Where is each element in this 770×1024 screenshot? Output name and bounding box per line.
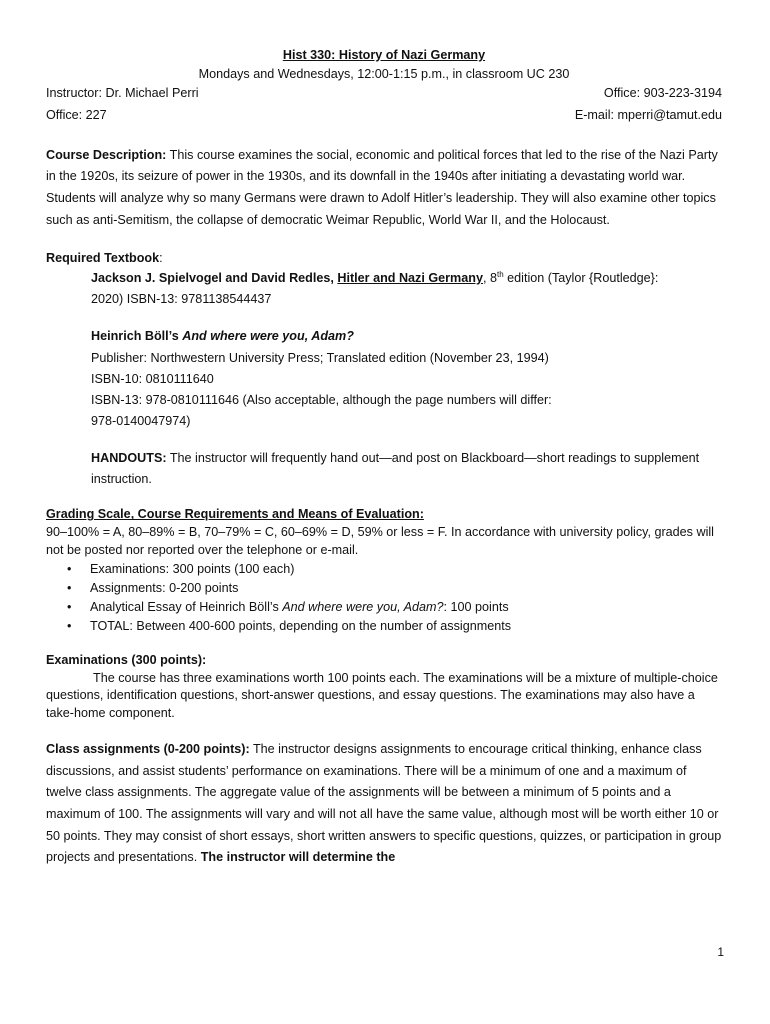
list-item: • Assignments: 0-200 points bbox=[90, 579, 722, 598]
textbook-heading: Required Textbook: bbox=[46, 251, 163, 266]
textbook-2-isbn13: ISBN-13: 978-0810111646 (Also acceptable, although the page numbers will differ: bbox=[91, 392, 552, 407]
list-item: • TOTAL: Between 400-600 points, depending on the number of assignments bbox=[90, 617, 722, 636]
office-room: Office: 227 bbox=[46, 107, 107, 122]
examinations-text: The course has three examinations worth 100 points each. The examinations will be a mixture of multiple-choice questions, identification questions, short-answer questions, and essay questions. The examinations may also have a take-home component. bbox=[46, 670, 718, 721]
page-number: 1 bbox=[717, 945, 724, 959]
textbook-1-authors: Jackson J. Spielvogel and David Redles, bbox=[91, 271, 334, 286]
assignments-text: The instructor designs assignments to encourage critical thinking, enhance class discussions, and assist students’ performance on examinations. There will be a minimum of one and a maximum of twelve class assignments. The aggregate value of the assignments will be between a minimum of 5 points and a maximum of 100. The assignments will vary and will not all have the same value, although most will be worth either 10 or 50 points. They may consist of short essays, short written answers to specific questions, quizzes, or participation in group projects and presentations. bbox=[46, 742, 722, 865]
textbook-2-isbn10: ISBN-10: 0810111640 bbox=[91, 371, 214, 386]
course-description bbox=[46, 145, 722, 232]
examinations-section bbox=[46, 652, 722, 724]
assignments-section bbox=[46, 739, 722, 869]
list-item: • Examinations: 300 points (100 each) bbox=[90, 560, 722, 579]
instructor-row bbox=[46, 84, 722, 103]
assignments-bold-tail: The instructor will determine the bbox=[200, 850, 396, 865]
course-title: Hist 330: History of Nazi Germany bbox=[282, 48, 486, 62]
textbook-1: Jackson J. Spielvogel and David Redles, Hitler and Nazi Germany, 8th edition (Taylor {Routledge}: 2020) ISBN-13: 9781138544437 bbox=[91, 268, 722, 310]
bullet-icon: • bbox=[67, 618, 72, 633]
list-item: • Analytical Essay of Heinrich Böll’s And where were you, Adam?: 100 points bbox=[90, 598, 722, 617]
course-description-text: This course examines the social, economic and political forces that led to the rise of the Nazi Party in the 1920s, its seizure of power in the 1930s, and its downfall in the 1940s after initiating a devastating world war. Students will analyze why so many Germans were drawn to Adolf Hitler’s leadership. They will also examine other topics such as anti-Semitism, the collapse of democratic Weimar Republic, World War II, and the Holocaust. bbox=[46, 147, 718, 227]
instructor-name: Instructor: Dr. Michael Perri bbox=[46, 85, 199, 100]
textbook-1-isbn: 2020) ISBN-13: 9781138544437 bbox=[91, 292, 272, 307]
textbook-2-publisher: Publisher: Northwestern University Press; Translated edition (November 23, 1994) bbox=[91, 350, 549, 365]
assignments-heading: Class assignments (0-200 points): bbox=[46, 742, 250, 757]
textbook-2 bbox=[91, 326, 722, 432]
grading-section bbox=[46, 506, 722, 635]
bullet-icon: • bbox=[67, 562, 72, 577]
grading-heading: Grading Scale, Course Requirements and Means of Evaluation: bbox=[46, 507, 424, 522]
office-row bbox=[46, 106, 722, 125]
handouts-label: HANDOUTS: bbox=[91, 451, 167, 466]
bullet-icon: • bbox=[67, 599, 72, 614]
course-schedule: Mondays and Wednesdays, 12:00-1:15 p.m., in classroom UC 230 bbox=[198, 66, 570, 81]
grading-scale: 90–100% = A, 80–89% = B, 70–79% = C, 60–69% = D, 59% or less = F. In accordance with university policy, grades will not be posted nor reported over the telephone or e-mail. bbox=[46, 525, 714, 558]
examinations-heading: Examinations (300 points): bbox=[46, 652, 207, 667]
handouts-text: The instructor will frequently hand out—and post on Blackboard—short readings to supplement instruction. bbox=[91, 451, 700, 487]
syllabus-page bbox=[46, 46, 722, 869]
grading-list bbox=[46, 560, 722, 636]
textbook-2-isbn13-alt: 978-0140047974) bbox=[91, 414, 191, 429]
instructor-email: E-mail: mperri@tamut.edu bbox=[574, 107, 722, 122]
textbook-2-author: Heinrich Böll’s bbox=[91, 329, 179, 344]
course-description-label: Course Description: bbox=[46, 147, 167, 162]
bullet-icon: • bbox=[67, 581, 72, 595]
textbook-2-title: And where were you, Adam? bbox=[182, 329, 354, 344]
office-phone: Office: 903-223-3194 bbox=[603, 85, 722, 100]
handouts bbox=[91, 448, 722, 490]
textbook-1-title: Hitler and Nazi Germany bbox=[337, 271, 483, 286]
